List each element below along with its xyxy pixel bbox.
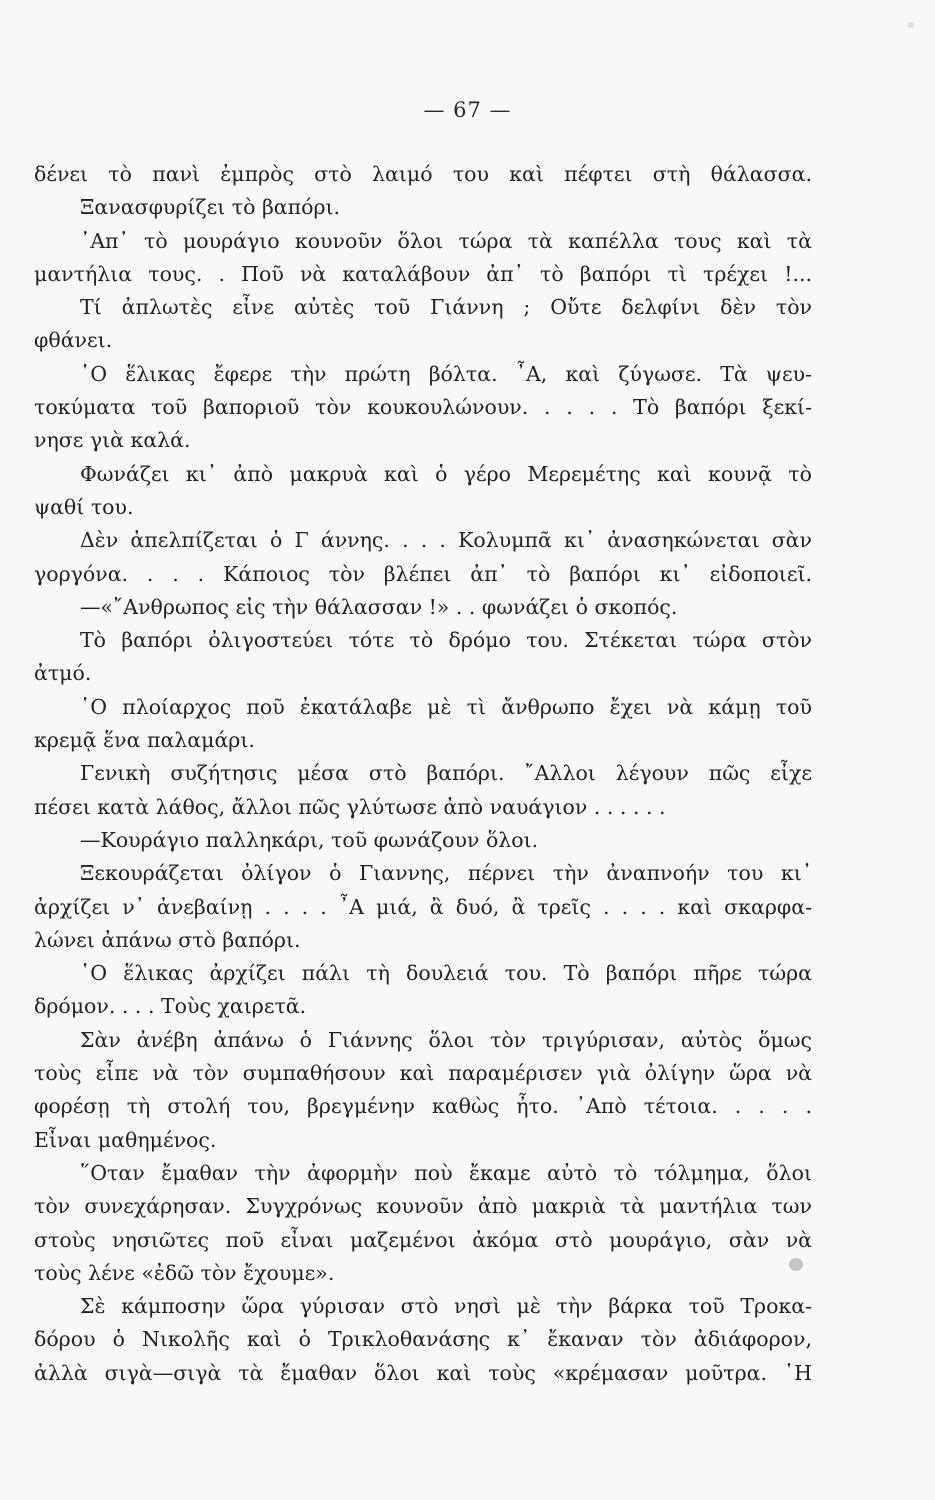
text-line: γοργόνα. . . . Κάποιος τὸν βλέπει ἀπ᾽ τὸ βαπόρι κι᾽ εἰδοποιεῖ. (34, 561, 812, 586)
text-line: Φωνάζει κι᾽ ἀπὸ μακρυὰ καὶ ὁ γέρο Μερεμέτης καὶ κουνᾷ τὸ (80, 461, 812, 486)
text-line: τὸν συνεχάρησαν. Συγχρόνως κουνοῦν ἀπὸ μακριὰ τὰ μαντήλια των (34, 1194, 812, 1219)
text-line: φορέσῃ τὴ στολή του, βρεγμένην καθὼς ἦτο. ᾽Απὸ τέτοια. . . . . (34, 1094, 812, 1119)
page-number: — 67 — (423, 98, 512, 122)
text-line: Εἶναι μαθημένος. (34, 1127, 217, 1152)
text-line: —«῎Ανθρωπος εἰς τὴν θάλασσαν !» . . φωνάζει ὁ σκοπός. (80, 594, 678, 619)
text-line: ῞Οταν ἔμαθαν τὴν ἀφορμὴν ποὺ ἔκαμε αὐτὸ τὸ τόλμημα, ὅλοι (80, 1160, 812, 1185)
text-line: δρόμον. . . . Τοὺς χαιρετᾶ. (34, 994, 307, 1019)
text-line: Δὲν ἀπελπίζεται ὁ Γ άννης. . . . Κολυμπᾶ κι᾽ ἀνασηκώνεται σὰν (80, 528, 812, 553)
text-line: Σὰν ἀνέβη ἀπάνω ὁ Γιάννης ὅλοι τὸν τριγύρισαν, αὐτὸς ὅμως (80, 1027, 812, 1052)
text-line: Γενικὴ συζήτησις μέσα στὸ βαπόρι. ῎Αλλοι λέγουν πῶς εἶχε (80, 761, 812, 786)
text-line: πέσει κατὰ λάθος, ἄλλοι πῶς γλύτωσε ἀπὸ ναυάγιον . . . . . . (34, 794, 666, 819)
text-line: ῾Ο ἕλικας ἀρχίζει πάλι τὴ δουλειά του. Τὸ βαπόρι πῆρε τώρα (80, 961, 812, 986)
text-line: κρεμᾷ ἕνα παλαμάρι. (34, 728, 255, 753)
ink-spot (908, 22, 914, 28)
text-line: ἀλλὰ σιγὰ—σιγὰ τὰ ἔμαθαν ὅλοι καὶ τοὺς «κρέμασαν μοῦτρα. ῾Η (34, 1360, 812, 1385)
ink-spot (789, 1258, 803, 1271)
text-line: ἀτμό. (34, 661, 92, 686)
text-line: δόρου ὁ Νικολῆς καὶ ὁ Τρικλοθανάσης κ᾽ ἔκαναν τὸν ἀδιάφορον, (34, 1327, 812, 1352)
text-line: Τὸ βαπόρι ὀλιγοστεύει τότε τὸ δρόμο του. Στέκεται τώρα στὸν (80, 628, 812, 653)
text-line: στοὺς νησιῶτες ποῦ εἶναι μαζεμένοι ἀκόμα στὸ μουράγιο, σὰν νὰ (34, 1227, 812, 1252)
text-line: νησε γιὰ καλά. (34, 428, 191, 453)
text-line: ῾Ο πλοίαρχος ποῦ ἐκατάλαβε μὲ τὶ ἄνθρωπο ἔχει νὰ κάμῃ τοῦ (80, 694, 812, 719)
text-line: τοὺς εἶπε νὰ τὸν συμπαθήσουν καὶ παραμέρισεν γιὰ ὀλίγην ὥρα νὰ (34, 1061, 812, 1086)
text-line: δένει τὸ πανὶ ἐμπρὸς στὸ λαιμό του καὶ πέφτει στὴ θάλασσα. (34, 162, 812, 186)
text-line: μαντήλια τους. . Ποῦ νὰ καταλάβουν ἀπ᾽ τὸ βαπόρι τὶ τρέχει !... (34, 261, 812, 286)
text-line: Ξεκουράζεται ὀλίγον ὁ Γιαννης, πέρνει τὴν ἀναπνοήν του κι᾽ (80, 861, 812, 886)
text-line: ῾Ο ἕλικας ἔφερε τὴν πρώτη βόλτα. ῏Α, καὶ ζύγωσε. Τὰ ψευ- (80, 361, 812, 386)
text-line: τοκύματα τοῦ βαποριοῦ τὸν κουκουλώνουν. . . . . Τὸ βαπόρι ξεκί- (34, 395, 812, 420)
text-line: Σὲ κάμποσην ὥρα γύρισαν στὸ νησὶ μὲ τὴν βάρκα τοῦ Τροκα- (80, 1294, 812, 1319)
body-text (34, 158, 812, 1390)
text-line: —Κουράγιο παλληκάρι, τοῦ φωνάζουν ὅλοι. (80, 827, 539, 852)
text-line: ἀρχίζει ν᾽ ἀνεβαίνῃ . . . . ῏Α μιά, ἂ δυό, ἂ τρεῖς . . . . καὶ σκαρφα- (34, 894, 812, 919)
text-line: φθάνει. (34, 328, 113, 353)
text-line: λώνει ἀπάνω στὸ βαπόρι. (34, 927, 301, 952)
text-line: τοὺς λένε «ἐδῶ τὸν ἔχουμε». (34, 1260, 335, 1285)
text-line: ψαθί του. (34, 494, 134, 519)
text-line: Τί ἀπλωτὲς εἶνε αὐτὲς τοῦ Γιάννη ; Οὔτε δελφίνι δὲν τὸν (80, 295, 812, 320)
text-line: ᾽Απ᾽ τὸ μουράγιο κουνοῦν ὅλοι τώρα τὰ καπέλλα τους καὶ τὰ (80, 228, 812, 253)
text-line: Ξανασφυρίζει τὸ βαπόρι. (80, 195, 341, 220)
